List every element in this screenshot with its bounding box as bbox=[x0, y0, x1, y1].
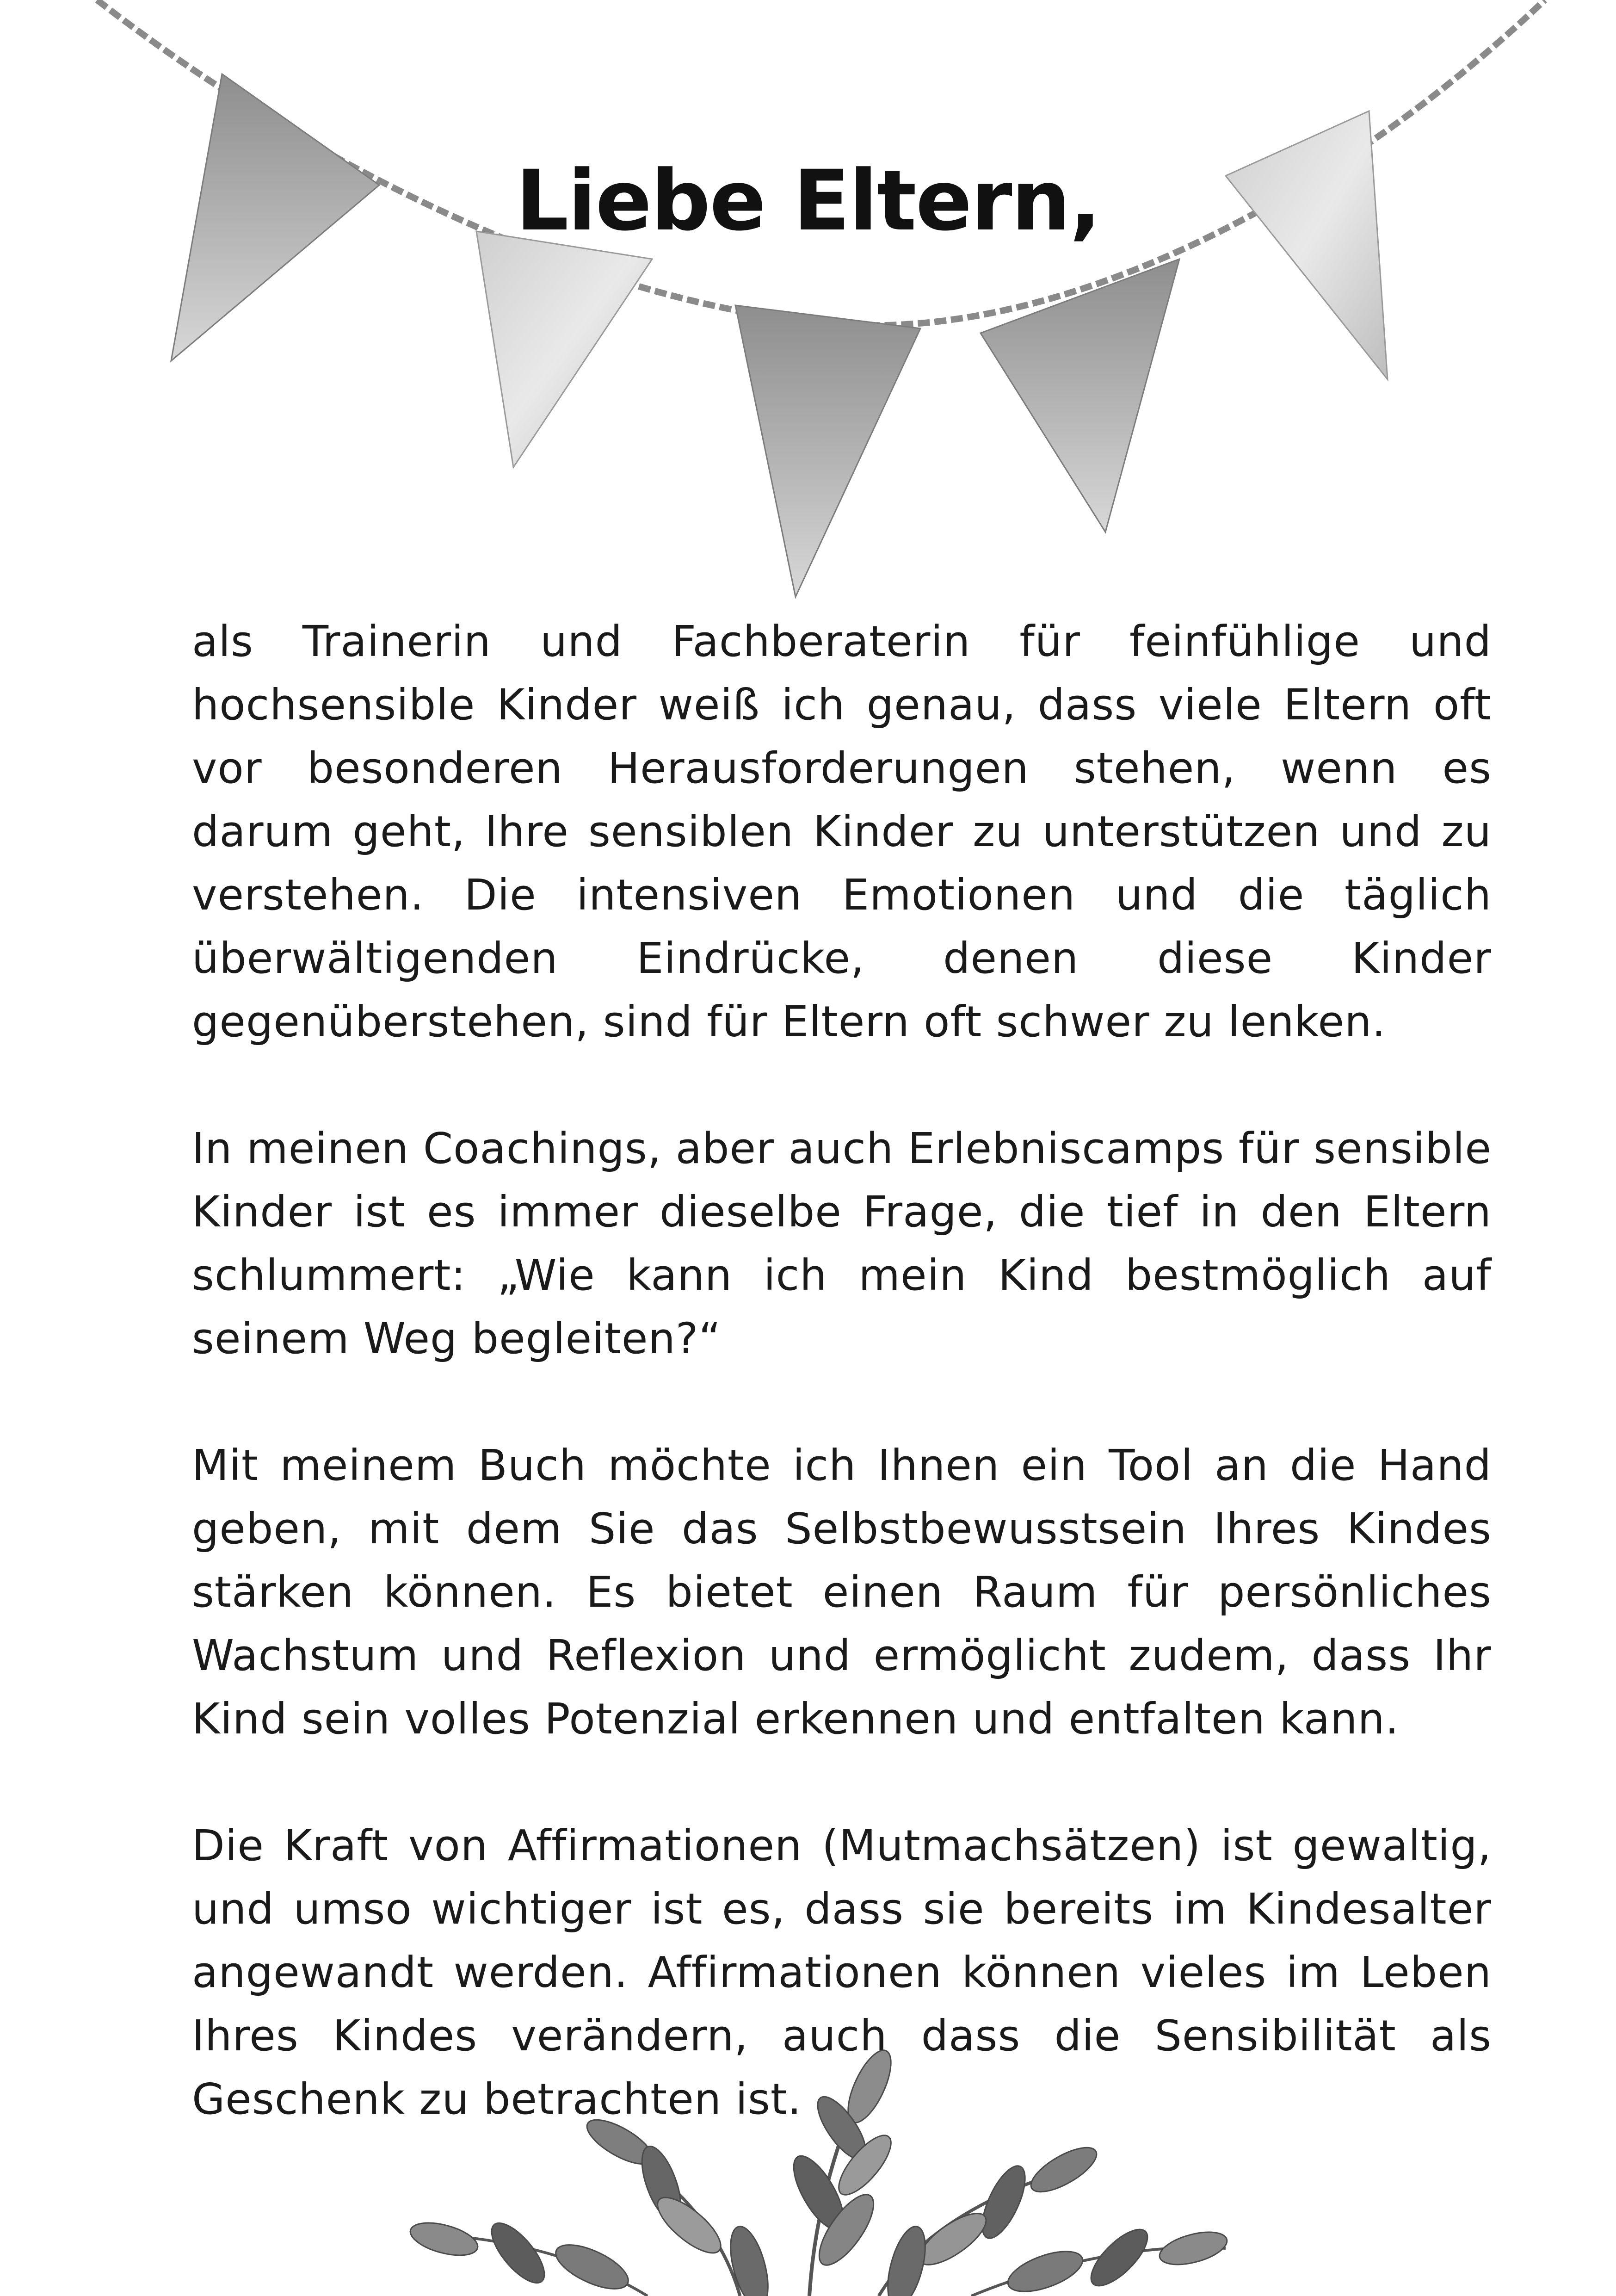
leaf-foliage-illustration bbox=[0, 2036, 1616, 2296]
bunting-flag bbox=[476, 231, 652, 467]
paragraph: Die Kraft von Affirmationen (Mutmachsätzen) ist gewaltig, und umso wichtiger ist es, dass sie bereits im Kindesalter angewandt werden. Affirmationen können vieles im Leben Ihres Kindes verändern, auch dass die Sensibilität als Geschenk zu betrachten ist. bbox=[192, 1821, 1492, 2124]
paragraph: als Trainerin und Fachberaterin für feinfühlige und hochsensible Kinder weiß ich genau, dass viele Eltern oft vor besonderen Herausforderungen stehen, wenn es darum geht, Ihre sensiblen Kinder zu unterstützen und zu verstehen. Die intensiven Emotionen und die täglich überwältigenden Eindrücke, denen diese Kinder gegenüberstehen, sind für Eltern oft schwer zu lenken. bbox=[192, 617, 1492, 1046]
letter-body bbox=[192, 610, 1492, 2131]
bunting-flag bbox=[981, 259, 1179, 532]
bunting-garland-illustration bbox=[0, 0, 1616, 611]
page-title: Liebe Eltern, bbox=[515, 153, 1101, 249]
paragraph: Mit meinem Buch möchte ich Ihnen ein Tool an die Hand geben, mit dem Sie das Selbstbewusstsein Ihres Kindes stärken können. Es bietet einen Raum für persönliches Wachstum und Reflexion und ermöglicht zudem, dass Ihr Kind sein volles Potenzial erkennen und entfalten kann. bbox=[192, 1441, 1492, 1744]
bunting-flag bbox=[735, 305, 920, 597]
paragraph: In meinen Coachings, aber auch Erlebniscamps für sensible Kinder ist es immer dieselbe Frage, die tief in den Eltern schlummert: „Wie kann ich mein Kind bestmöglich auf seinem Weg begleiten?“ bbox=[192, 1124, 1492, 1363]
